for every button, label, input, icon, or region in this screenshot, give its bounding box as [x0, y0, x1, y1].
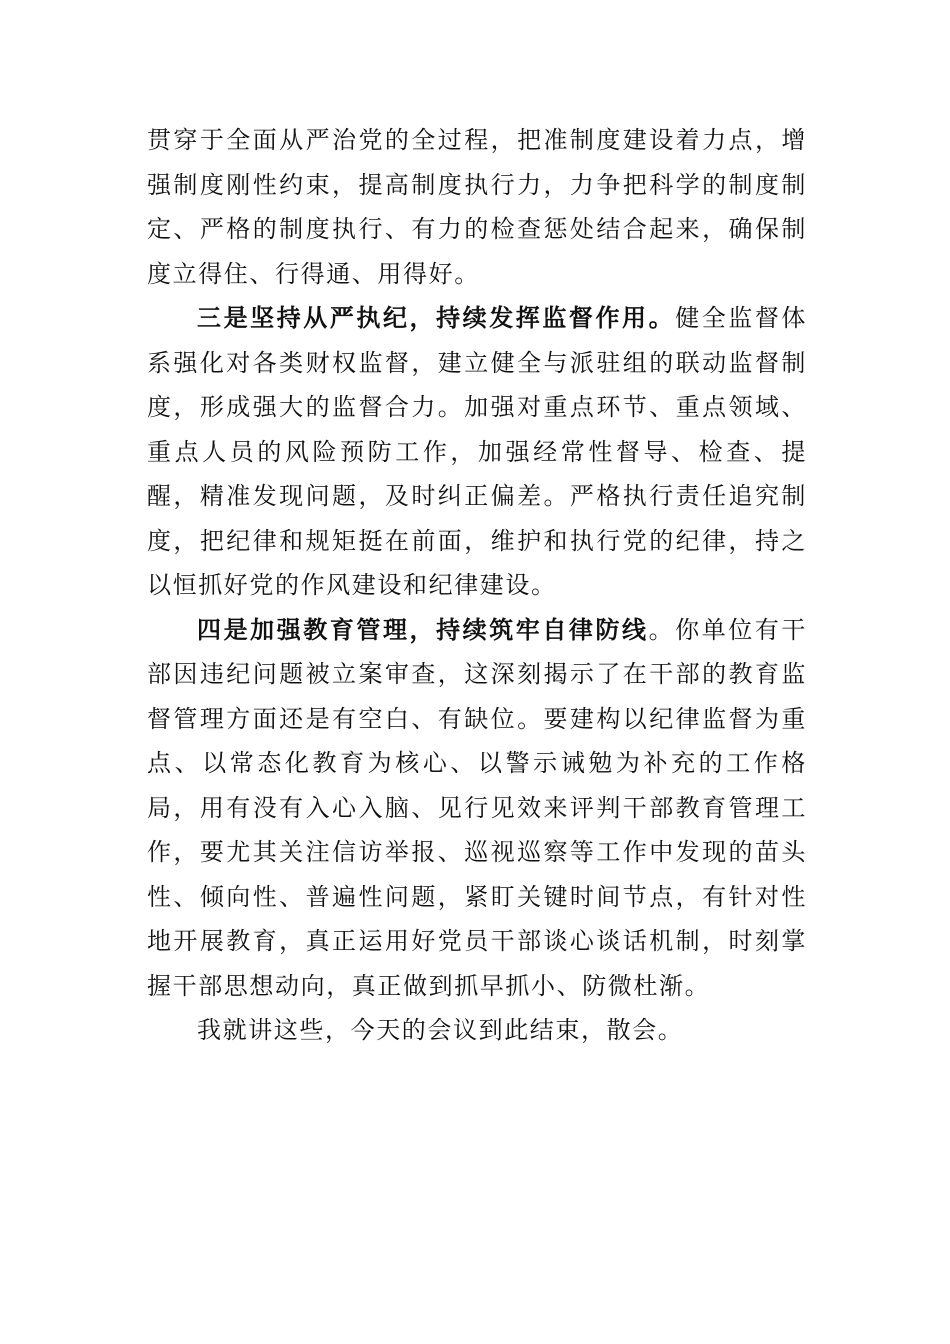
document-body	[147, 118, 807, 1053]
paragraph-heading: 四是加强教育管理，持续筑牢自律防线	[197, 614, 649, 644]
paragraph-continuation	[147, 118, 807, 296]
paragraph-closing	[147, 1008, 807, 1053]
paragraph-point-three	[147, 296, 807, 608]
paragraph-text: 我就讲这些，今天的会议到此结束，散会。	[197, 1016, 684, 1044]
paragraph-text: 健全监督体系强化对各类财权监督，建立健全与派驻组的联动监督制度，形成强大的监督合力。加强对重点环节、重点领域、重点人员的风险预防工作，加强经常性督导、检查、提醒，精准发现问题，及时纠正偏差。严格执行责任追究制度，把纪律和规矩挺在前面，维护和执行党的纪律，持之以恒抓好党的作风建设和纪律建设。	[147, 304, 807, 599]
paragraph-text: 贯穿于全面从严治党的全过程，把准制度建设着力点，增强制度刚性约束，提高制度执行力，力争把科学的制度制定、严格的制度执行、有力的检查惩处结合起来，确保制度立得住、行得通、用得好。	[147, 126, 807, 288]
paragraph-point-four	[147, 608, 807, 1009]
paragraph-text: 。你单位有干部因违纪问题被立案审查，这深刻揭示了在干部的教育监督管理方面还是有空白、有缺位。要建构以纪律监督为重点、以常态化教育为核心、以警示诫勉为补充的工作格局，用有没有入心入脑、见行见效来评判干部教育管理工作，要尤其关注信访举报、巡视巡察等工作中发现的苗头性、倾向性、普遍性问题，紧盯关键时间节点，有针对性地开展教育，真正运用好党员干部谈心谈话机制，时刻掌握干部思想动向，真正做到抓早抓小、防微杜渐。	[147, 615, 807, 1000]
paragraph-heading: 三是坚持从严执纪，持续发挥监督作用。	[197, 303, 676, 332]
